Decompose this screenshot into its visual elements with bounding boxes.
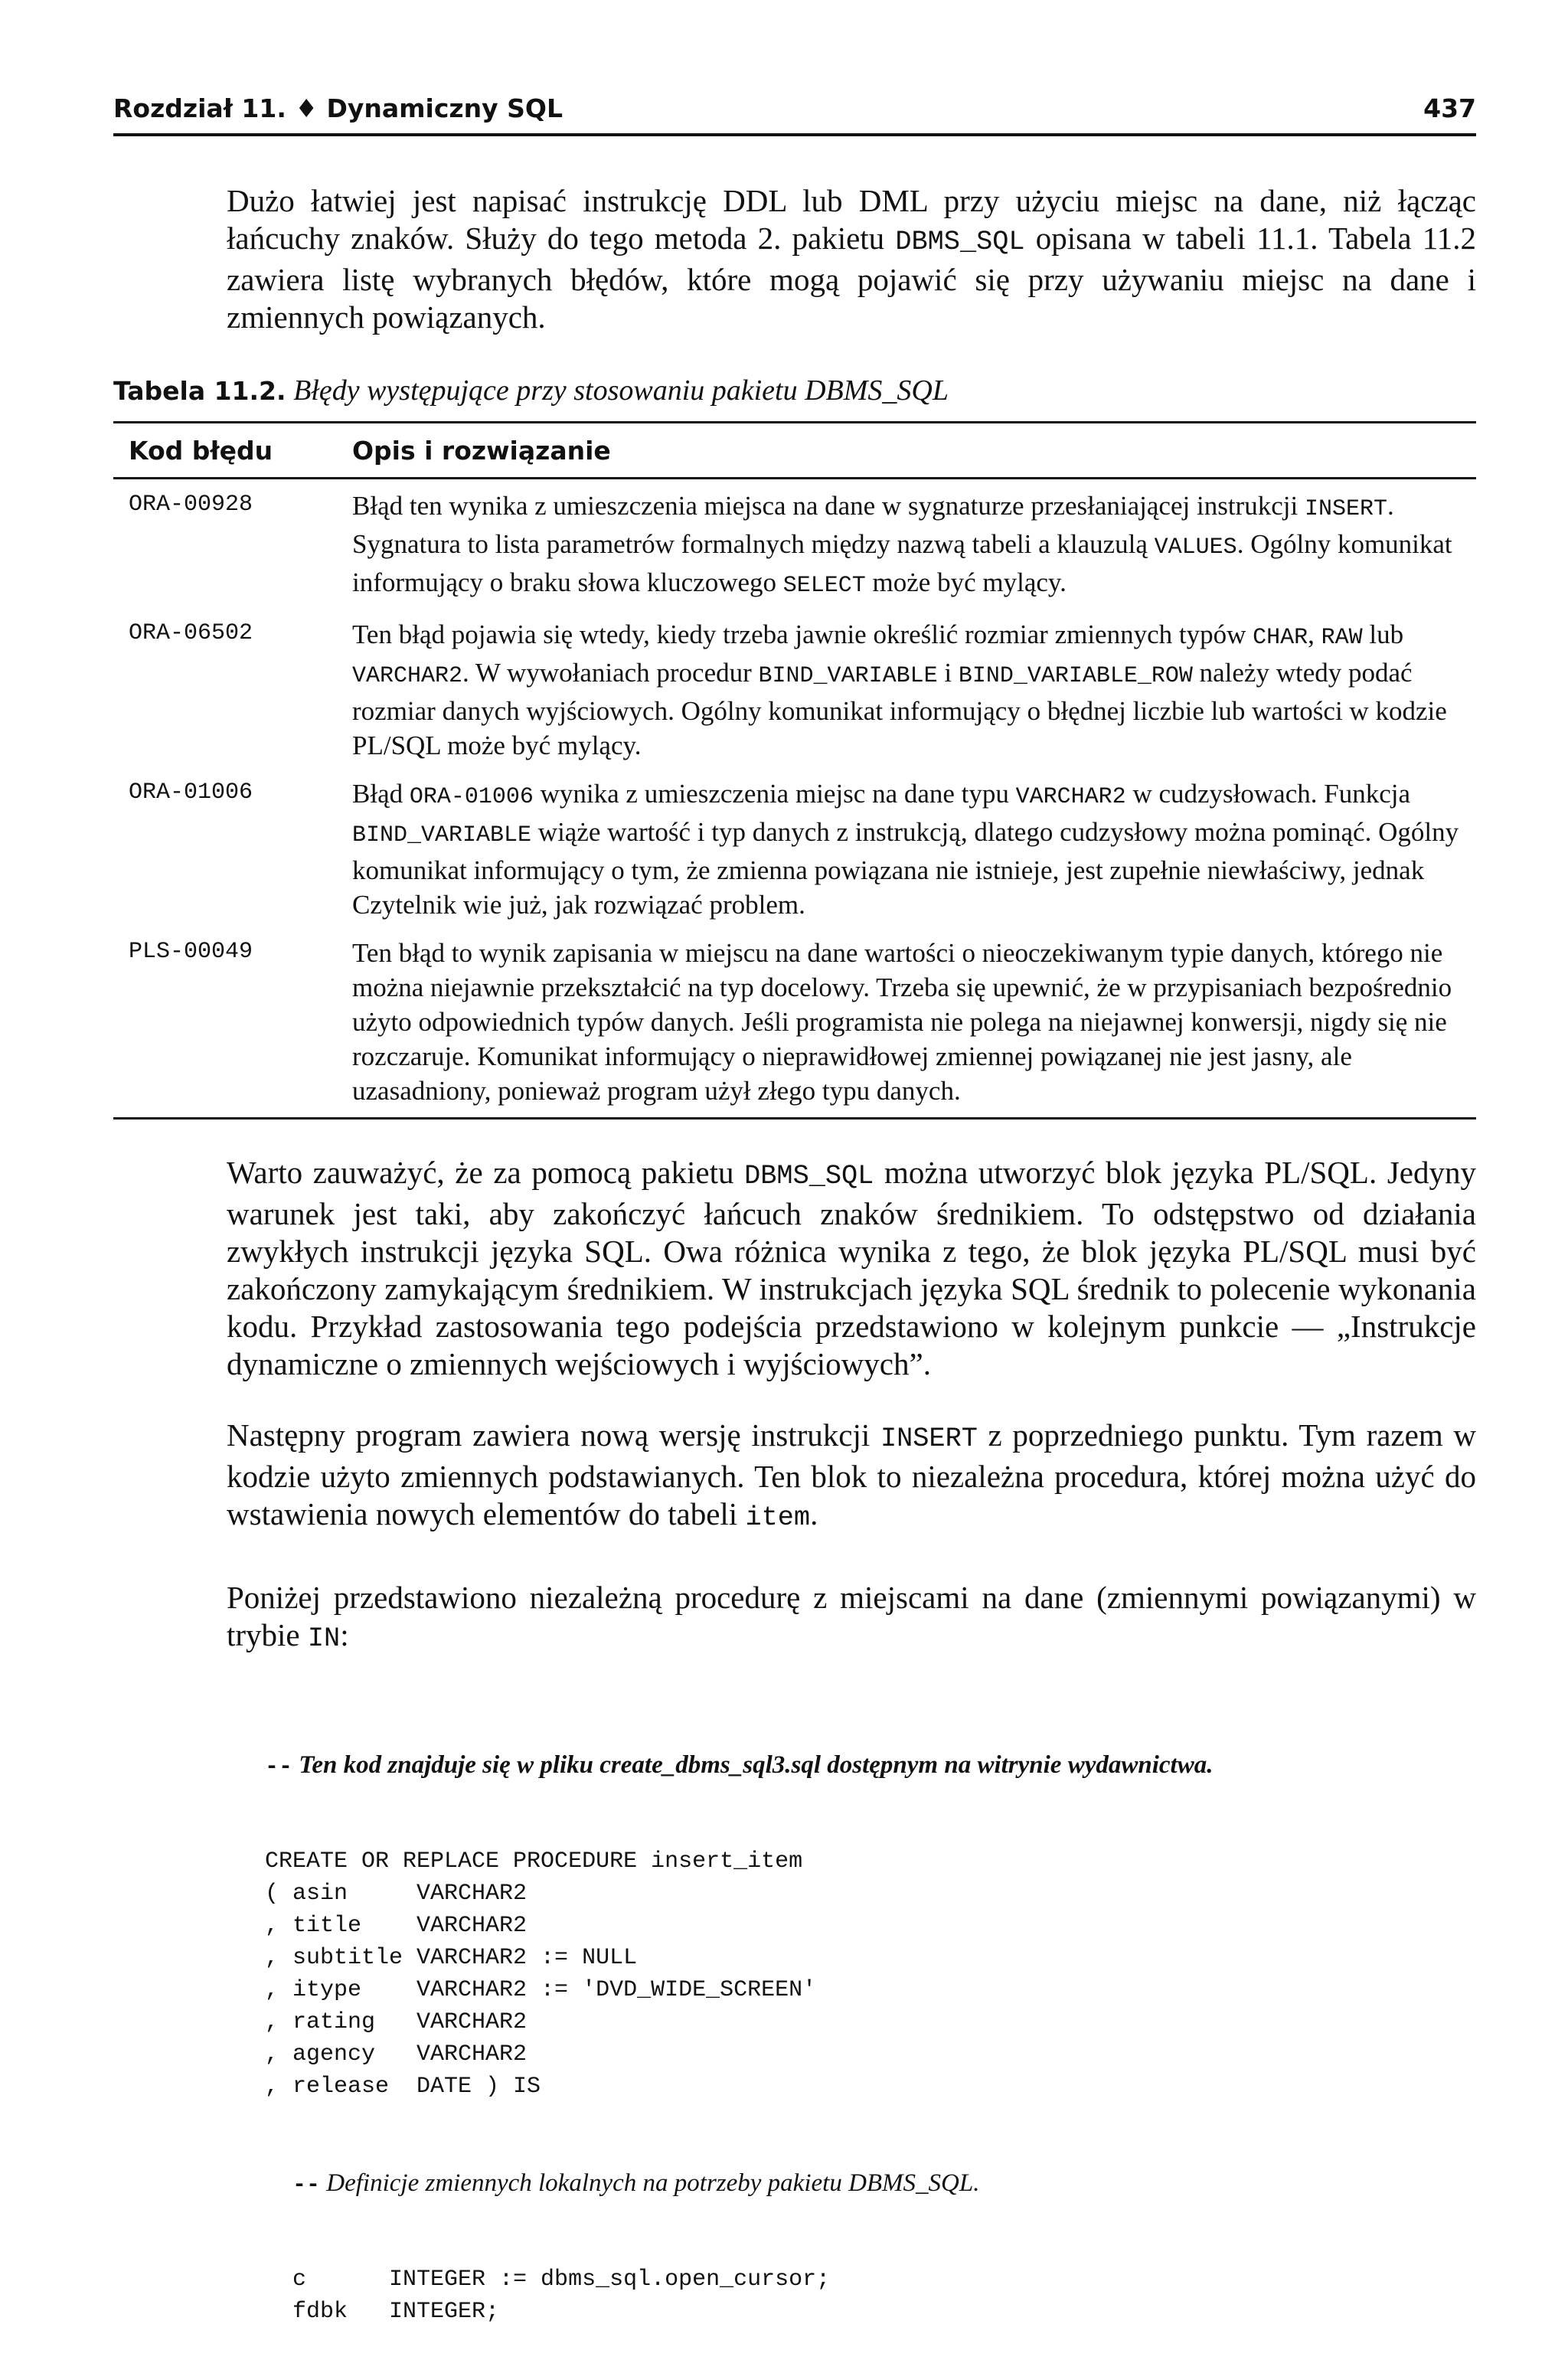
inline-code: BIND_VARIABLE [758, 663, 938, 689]
inline-code: ORA-01006 [409, 784, 534, 810]
inline-code: BIND_VARIABLE_ROW [958, 663, 1193, 689]
inline-code: VARCHAR2 [352, 663, 463, 689]
inline-code: DBMS_SQL [744, 1161, 874, 1191]
code-line: ( asin VARCHAR2 [265, 1881, 528, 1907]
inline-code: INSERT [880, 1424, 978, 1454]
chapter-title [113, 93, 563, 123]
code-line: , itype VARCHAR2 := 'DVD_WIDE_SCREEN' [265, 1977, 817, 2003]
inline-code: SELECT [782, 573, 866, 599]
code-line: , rating VARCHAR2 [265, 2009, 528, 2035]
code-line: , agency VARCHAR2 [265, 2041, 528, 2067]
error-description-cell: Błąd ORA-01006 wynika z umieszczenia miejsc na dane typu VARCHAR2 w cudzysłowach. Funkcja BIND_VARIABLE wiąże wartość i typ danych z instrukcją, dlatego cudzysłowy można pominąć. Ogólny komunikat informujący o tym, że zmienna powiązana nie istnieje, jest zupełnie niewłaściwy, jednak Czytelnik wie już, jak rozwiązać problem. [352, 779, 1459, 920]
inline-code: DBMS_SQL [895, 227, 1025, 257]
inline-code: VARCHAR2 [1015, 784, 1126, 810]
body-paragraph-insert: Następny program zawiera nową wersję instrukcji INSERT z poprzedniego punktu. Tym razem w kodzie użyto zmiennych podstawianych. Ten blok to niezależna procedura, której można użyć do wstawienia nowych elementów do tabeli item. [227, 1417, 1477, 1533]
table-caption [113, 372, 949, 410]
column-header-description: Opis i rozwiązanie [352, 436, 611, 466]
code-line: c INTEGER := dbms_sql.open_cursor; [265, 2267, 831, 2293]
table-row [113, 489, 1476, 603]
inline-code: IN [307, 1623, 341, 1654]
table-row [113, 776, 1476, 922]
page-number: 437 [1423, 93, 1476, 123]
section-label: Dynamiczny SQL [326, 93, 563, 123]
chapter-label: Rozdział 11. [113, 93, 286, 123]
table-row [113, 617, 1476, 763]
table-header-row [113, 421, 1476, 479]
code-comment-line: -- Definicje zmiennych lokalnych na potrzeby pakietu DBMS_SQL. [292, 2169, 980, 2198]
running-head [113, 90, 1476, 136]
code-line: , subtitle VARCHAR2 := NULL [265, 1945, 638, 1971]
error-code-cell: ORA-00928 [129, 492, 253, 518]
code-lines [265, 1845, 1213, 2103]
inline-code: VALUES [1154, 534, 1237, 561]
code-comment-line: -- Ten kod znajduje się w pliku create_dbms_sql3.sql dostępnym na witrynie wydawnictwa. [265, 1751, 1214, 1780]
inline-code: CHAR [1253, 625, 1308, 651]
code-line: fdbk INTEGER; [265, 2299, 500, 2325]
error-description-cell: Błąd ten wynika z umieszczenia miejsca na dane w sygnaturze przesłaniającej instrukcji INSERT. Sygnatura to lista parametrów formalnych między nazwą tabeli a klauzulą VALUES. Ogólny komunikat informujący o braku słowa kluczowego SELECT może być mylący. [352, 491, 1452, 599]
inline-code: INSERT [1304, 496, 1387, 522]
inline-code: BIND_VARIABLE [352, 822, 532, 848]
inline-code: item [745, 1502, 811, 1533]
code-line: CREATE OR REPLACE PROCEDURE insert_item [265, 1848, 803, 1875]
code-lines-tail [265, 2264, 1213, 2328]
table-caption-text: Błędy występujące przy stosowaniu pakietu DBMS_SQL [293, 374, 949, 407]
error-code-cell: ORA-01006 [129, 780, 253, 806]
inline-code: RAW [1321, 625, 1363, 651]
code-line: , title VARCHAR2 [265, 1913, 528, 1939]
body-paragraph-procedure: Poniżej przedstawiono niezależną procedurę z miejscami na dane (zmiennymi powiązanymi) w trybie IN: [227, 1580, 1476, 1654]
diamond-icon: ♦ [295, 93, 318, 123]
body-paragraph-plsql: Warto zauważyć, że za pomocą pakietu DBMS_SQL można utworzyć blok języka PL/SQL. Jedyny warunek jest taki, aby zakończyć łańcuch znaków średnikiem. To odstępstwo od działania zwykłych instrukcji języka SQL. Owa różnica wynika z tego, że blok języka PL/SQL musi być zakończony zamykającym średnikiem. W instrukcjach języka SQL średnik to polecenie wykonania kodu. Przykład zastosowania tego podejścia przedstawiono w kolejnym punkcie — „Instrukcje dynamiczne o zmiennych wejściowych i wyjściowych”. [227, 1155, 1476, 1381]
error-description-cell: Ten błąd to wynik zapisania w miejscu na dane wartości o nieoczekiwanym typie danych, którego nie można niejawnie przekształcić na typ docelowy. Trzeba się upewnić, że w przypisaniach bezpośrednio użyto odpowiednich typów danych. Jeśli programista nie polega na niejawnej konwersji, nigdy się nie rozczaruje. Komunikat informujący o nieprawidłowej zmiennej powiązanej nie jest jasny, ale uzasadniony, ponieważ program użył złego typu danych. [352, 938, 1452, 1106]
table-caption-label: Tabela 11.2. [113, 376, 286, 406]
code-listing [265, 1685, 1213, 2360]
table-row [113, 936, 1476, 1108]
error-description-cell: Ten błąd pojawia się wtedy, kiedy trzeba jawnie określić rozmiar zmiennych typów CHAR, RAW lub VARCHAR2. W wywołaniach procedur BIND_VARIABLE i BIND_VARIABLE_ROW należy wtedy podać rozmiar danych wyjściowych. Ogólny komunikat informujący o błędnej liczbie lub wartości w kodzie PL/SQL może być mylący. [352, 619, 1447, 760]
error-code-cell: PLS-00049 [129, 939, 253, 965]
error-code-cell: ORA-06502 [129, 620, 253, 646]
intro-paragraph: Dużo łatwiej jest napisać instrukcję DDL lub DML przy użyciu miejsc na dane, niż łącząc łańcuchy znaków. Służy do tego metoda 2. pakietu DBMS_SQL opisana w tabeli 11.1. Tabela 11.2 zawiera listę wybranych błędów, które mogą pojawić się przy używaniu miejsc na dane i zmiennych powiązanych. [227, 183, 1476, 335]
table-body [113, 479, 1476, 1120]
error-table [113, 421, 1476, 1120]
column-header-code: Kod błędu [129, 436, 273, 466]
code-line: , release DATE ) IS [265, 2074, 541, 2100]
